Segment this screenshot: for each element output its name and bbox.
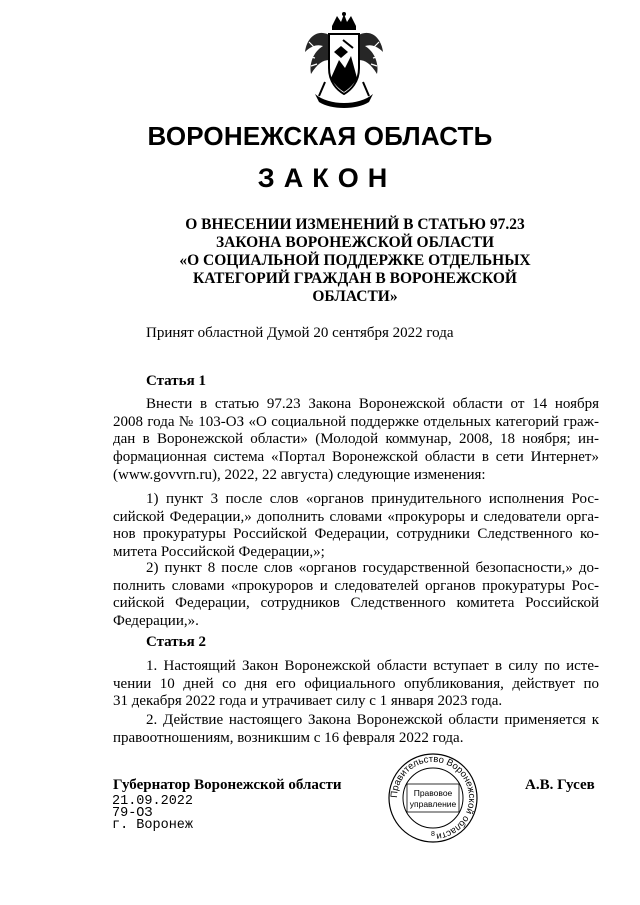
text-line: правоотношениям, возникшим с 16 февраля 2022 года.: [113, 729, 464, 746]
stamp-center-line-2: управление: [409, 799, 457, 809]
governor-position: Губернатор Воронежской области: [113, 777, 342, 793]
text-line: 1. Настоящий Закон Воронежской области вступает в силу по исте-: [146, 658, 599, 674]
text-line: сийской Федерации,» дополнить словами «прокуроры и следователи орга-: [113, 508, 599, 525]
document-type-heading: ЗАКОН: [257, 163, 397, 193]
governor-name: А.В. Гусев: [525, 777, 595, 793]
stamp-center-line-1: Правовое: [413, 788, 453, 798]
law-title: [160, 216, 550, 306]
text-line: 2. Действие настоящего Закона Воронежской области применяется к: [146, 712, 599, 728]
text-line: (www.govvrn.ru), 2022, 22 августа) следующие изменения:: [113, 466, 486, 483]
stamp-ring-text: Правительство Воронежской области: [388, 753, 478, 842]
text-line: Внести в статью 97.23 Закона Воронежской области от 14 ноября: [146, 396, 599, 412]
official-stamp: [385, 752, 481, 844]
law-number: 79-ОЗ: [112, 806, 153, 821]
text-line: дан в Воронежской области» (Молодой коммунар, 2008, 18 ноября; ин-: [113, 431, 599, 448]
signing-city: г. Воронеж: [112, 818, 194, 833]
text-line: нов прокуратуры Российской Федерации, сотрудники Следственного ко-: [113, 526, 599, 543]
law-title-line: О ВНЕСЕНИИ ИЗМЕНЕНИЙ В СТАТЬЮ 97.23: [185, 216, 525, 233]
law-title-line: КАТЕГОРИЙ ГРАЖДАН В ВОРОНЕЖСКОЙ: [193, 270, 517, 287]
law-title-line: «О СОЦИАЛЬНОЙ ПОДДЕРЖКЕ ОТДЕЛЬНЫХ: [179, 252, 531, 269]
law-title-line: ЗАКОНА ВОРОНЕЖСКОЙ ОБЛАСТИ: [215, 234, 495, 251]
article-1-paragraph-2: [113, 491, 599, 562]
text-line: 31 декабря 2022 года и утрачивает силу с 1 января 2023 года.: [113, 693, 503, 710]
text-line: 2008 года № 103-ОЗ «О социальной поддержке отдельных категорий граж-: [113, 413, 599, 430]
article-2-heading: Статья 2: [146, 634, 206, 650]
article-1-paragraph-3: [113, 560, 599, 631]
law-title-line: ОБЛАСТИ»: [312, 288, 398, 305]
text-line: полнить словами «прокуроров и следователей органов прокуратуры Рос-: [113, 577, 599, 594]
text-line: сийской Федерации, сотрудников Следственного комитета Российской: [113, 595, 599, 612]
adoption-note: Принят областной Думой 20 сентября 2022 года: [146, 325, 454, 341]
article-2-paragraph-2: [113, 712, 599, 747]
stamp-mark: 8: [431, 831, 435, 838]
text-line: формационная система «Портал Воронежской области в сети Интернет»: [113, 449, 599, 466]
signing-date: 21.09.2022: [112, 794, 194, 809]
text-line: Федерации,».: [113, 613, 199, 630]
text-line: 1) пункт 3 после слов «органов принудительного исполнения Рос-: [146, 491, 599, 507]
article-2-paragraph-1: [113, 658, 599, 711]
region-heading: ВОРОНЕЖСКАЯ ОБЛАСТЬ: [147, 121, 493, 151]
text-line: митета Российской Федерации,»;: [113, 544, 325, 561]
article-1-heading: Статья 1: [146, 373, 206, 389]
text-line: чении 10 дней со дня его официального опубликования, действует по: [113, 675, 599, 692]
text-line: 2) пункт 8 после слов «органов государственной безопасности,» до-: [146, 560, 599, 576]
coat-of-arms-emblem: [301, 12, 387, 112]
article-1-paragraph-1: [113, 396, 599, 484]
